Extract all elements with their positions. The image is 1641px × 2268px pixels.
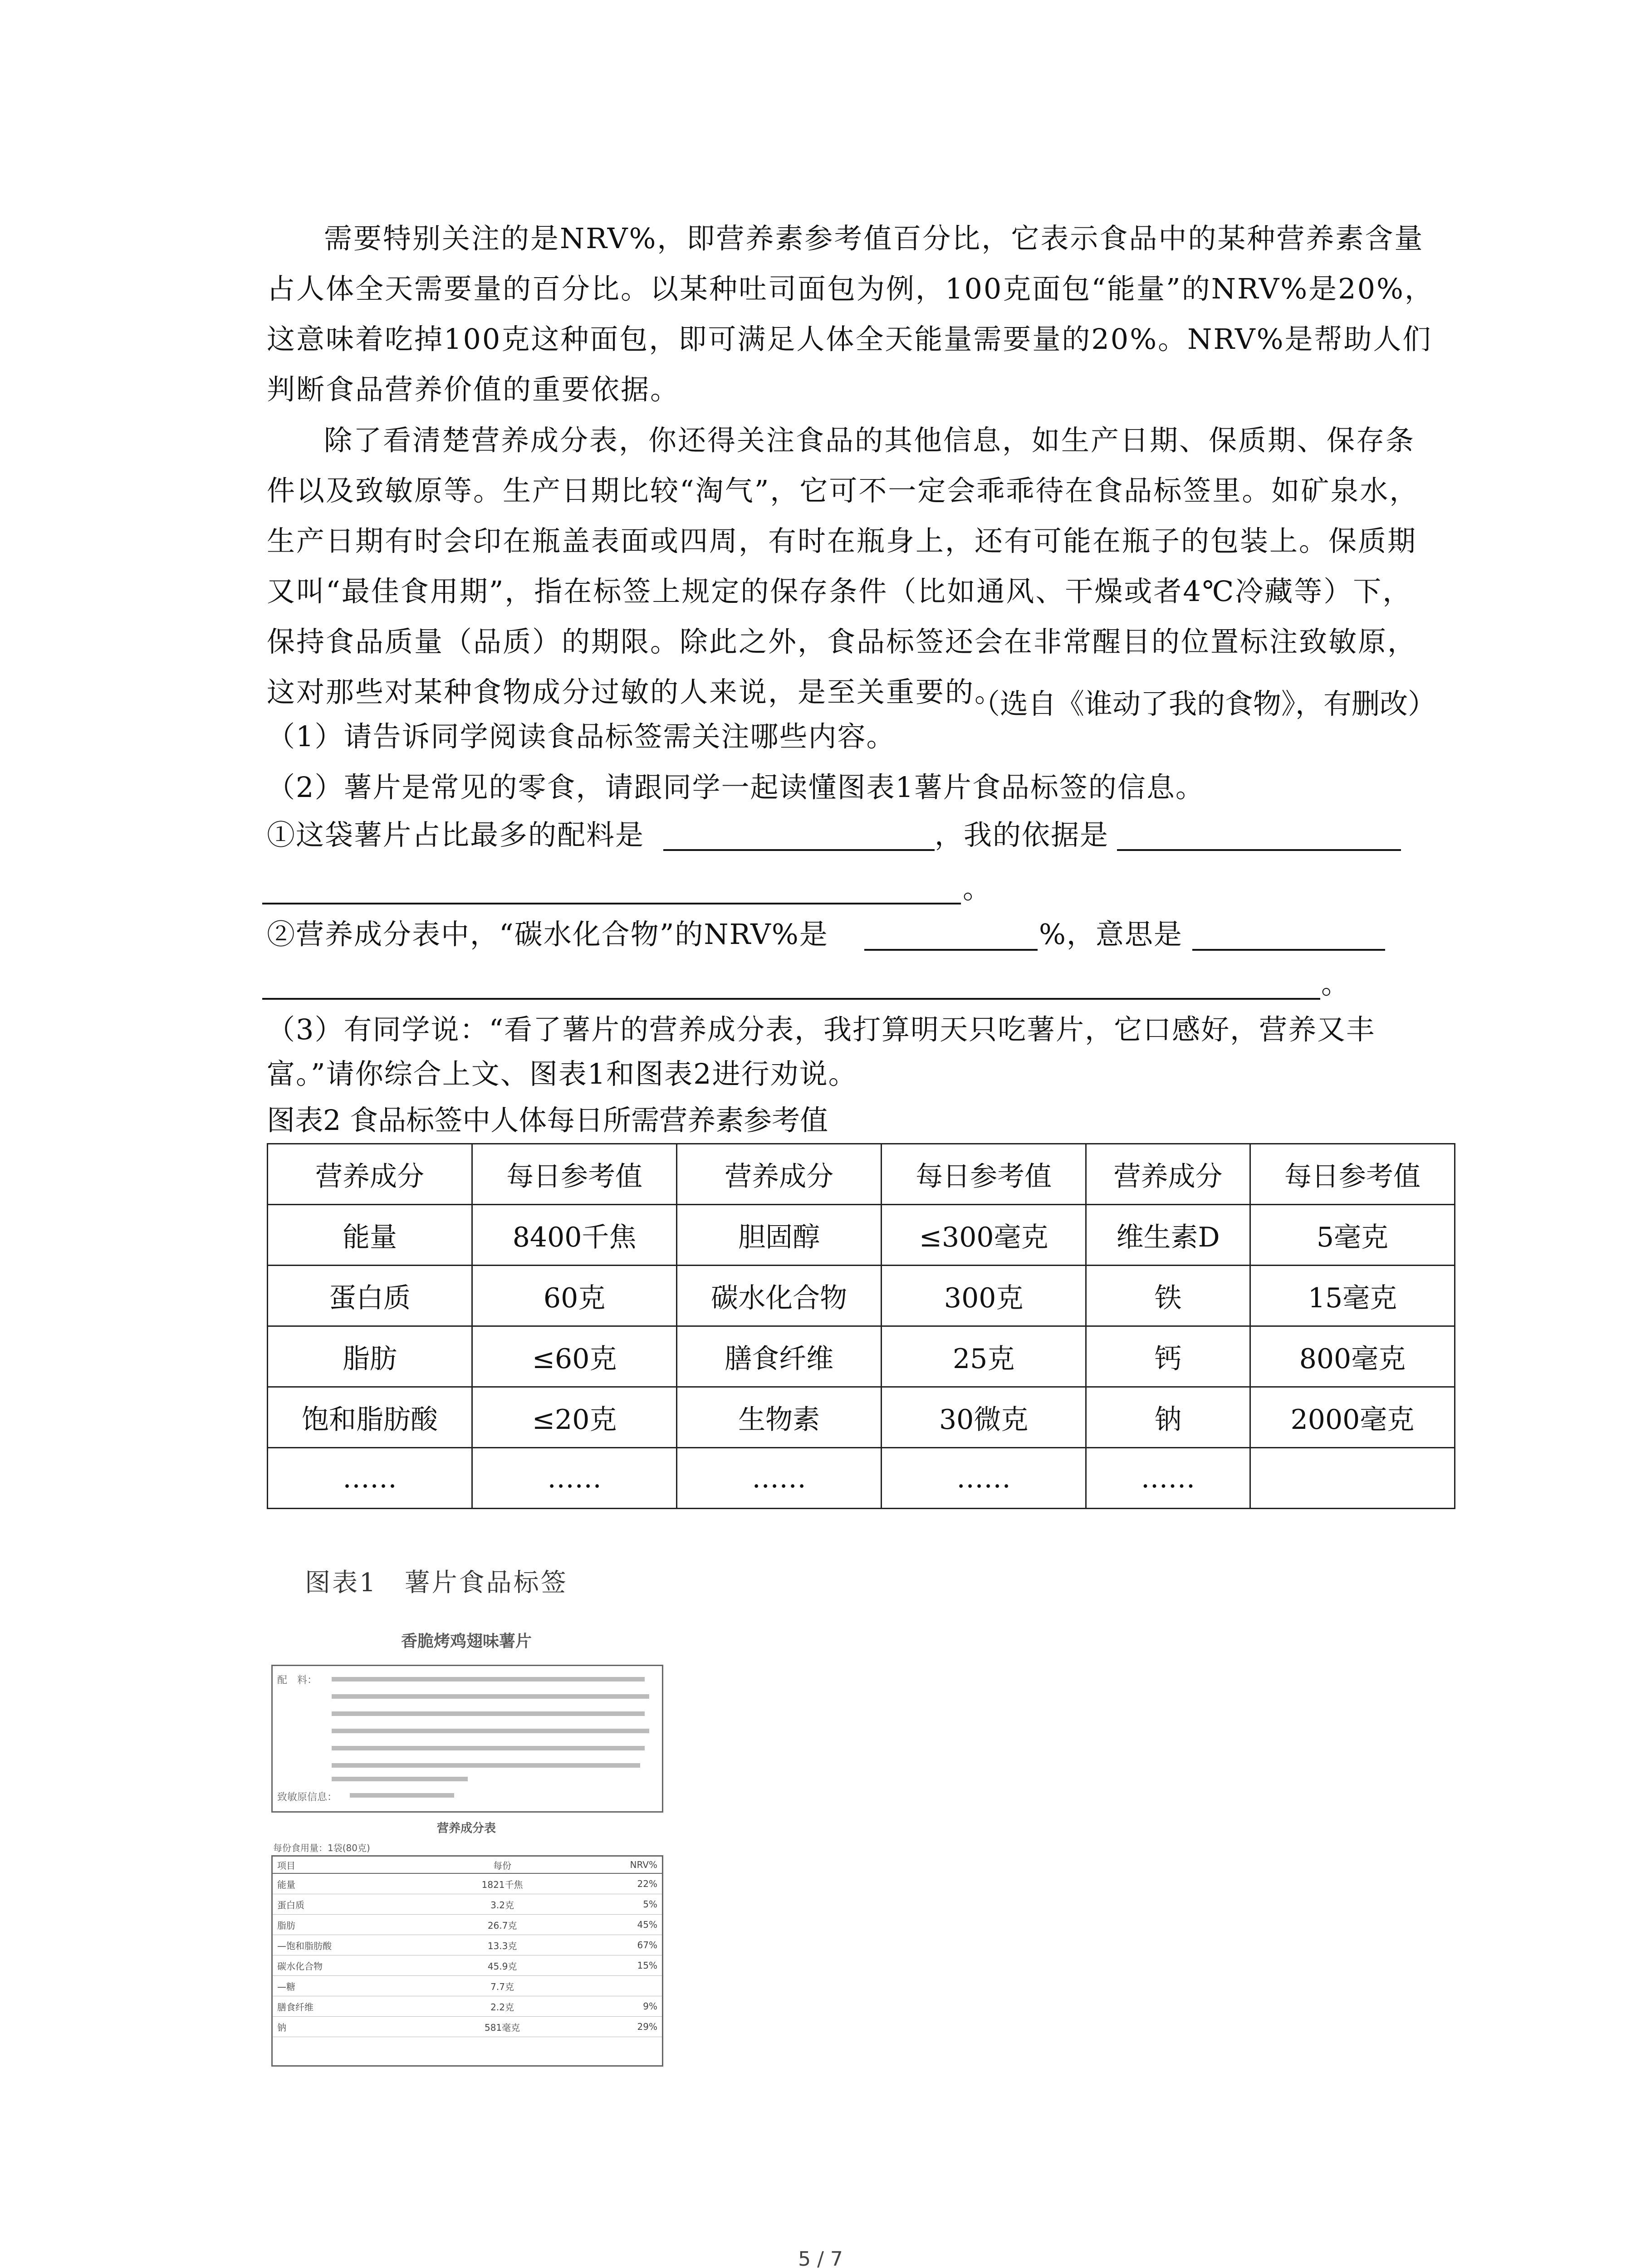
table-row bbox=[273, 1976, 662, 1996]
table-cell: 蛋白质 bbox=[268, 1266, 472, 1326]
table-cell: 钠 bbox=[1086, 1387, 1250, 1448]
table-row bbox=[268, 1326, 1455, 1387]
table-2-caption: 图表2 食品标签中人体每日所需营养素参考值 bbox=[267, 1104, 828, 1137]
table-cell: 铁 bbox=[1086, 1266, 1250, 1326]
ingredients-text-line bbox=[332, 1746, 645, 1750]
table-row bbox=[268, 1387, 1455, 1448]
allergen-label: 致敏原信息： bbox=[277, 1792, 338, 1803]
table-cell: 300克 bbox=[882, 1266, 1086, 1326]
ingredients-text-line bbox=[332, 1711, 645, 1716]
table-row bbox=[273, 1915, 662, 1935]
header-cell: 营养成分 bbox=[1086, 1144, 1250, 1205]
table-cell: 生物素 bbox=[677, 1387, 882, 1448]
ingredients-text-line bbox=[332, 1763, 640, 1768]
answer-blank-ingredient[interactable] bbox=[663, 849, 935, 851]
table-cell: 45% bbox=[568, 1915, 662, 1935]
table-cell: 蛋白质 bbox=[273, 1894, 437, 1915]
header-cell: 营养成分 bbox=[677, 1144, 882, 1205]
table-cell: 30微克 bbox=[882, 1387, 1086, 1448]
table-cell: 581毫克 bbox=[437, 2017, 568, 2037]
table-cell: 3.2克 bbox=[437, 1894, 568, 1915]
header-cell: 项目 bbox=[273, 1857, 437, 1873]
table-row bbox=[273, 1935, 662, 1955]
table-cell: 29% bbox=[568, 2017, 662, 2037]
answer-blank-basis[interactable] bbox=[1117, 849, 1401, 851]
answer-blank-meaning[interactable] bbox=[1192, 949, 1385, 951]
table-cell: 膳食纤维 bbox=[273, 1996, 437, 2017]
table-cell: 45.9克 bbox=[437, 1955, 568, 1976]
table-cell: 1821千焦 bbox=[437, 1873, 568, 1894]
question-2b-text-1: ②营养成分表中，“碳水化合物”的NRV%是 bbox=[267, 918, 828, 951]
question-1: （1）请告诉同学阅读食品标签需关注哪些内容。 bbox=[267, 720, 896, 753]
table-cell: 胆固醇 bbox=[677, 1205, 882, 1266]
chips-food-label-image bbox=[267, 1628, 666, 2073]
table-cell: 能量 bbox=[268, 1205, 472, 1266]
passage-paragraph-1: 需要特别关注的是NRV%，即营养素参考值百分比，它表示食品中的某种营养素含量占人体全天需要量的百分比。以某种吐司面包为例，100克面包“能量”的NRV%是20%，这意味着吃掉100克这种面包，即可满足人体全天能量需要量的20%。NRV%是帮助人们判断食品营养价值的重要依据。 bbox=[267, 222, 1434, 406]
ingredients-box bbox=[271, 1665, 663, 1813]
table-row bbox=[273, 1894, 662, 1915]
question-3-line-1: （3）有同学说：“看了薯片的营养成分表，我打算明天只吃薯片，它口感好，营养又丰 bbox=[267, 1013, 1376, 1046]
question-2a-end: 。 bbox=[963, 872, 992, 905]
table-cell: 25克 bbox=[882, 1326, 1086, 1387]
question-2b-text-2: %，意思是 bbox=[1039, 918, 1183, 951]
table-cell: 13.3克 bbox=[437, 1935, 568, 1955]
answer-blank-basis-line-2[interactable] bbox=[262, 903, 961, 904]
table-cell: 7.7克 bbox=[437, 1976, 568, 1996]
table-cell: 维生素D bbox=[1086, 1205, 1250, 1266]
question-2: （2）薯片是常见的零食，请跟同学一起读懂图表1薯片食品标签的信息。 bbox=[267, 771, 1205, 804]
header-cell: 每日参考值 bbox=[472, 1144, 677, 1205]
table-cell: 2.2克 bbox=[437, 1996, 568, 2017]
table-cell: 2000毫克 bbox=[1250, 1387, 1455, 1448]
table-cell: 饱和脂肪酸 bbox=[268, 1387, 472, 1448]
question-2b-end: 。 bbox=[1321, 967, 1351, 1000]
table-cell: 膳食纤维 bbox=[677, 1326, 882, 1387]
table-cell: 26.7克 bbox=[437, 1915, 568, 1935]
table-cell: ≤300毫克 bbox=[882, 1205, 1086, 1266]
table-cell: 8400千焦 bbox=[472, 1205, 677, 1266]
table-cell: ≤60克 bbox=[472, 1326, 677, 1387]
ingredients-text-line bbox=[332, 1677, 645, 1681]
passage-paragraph-2: 除了看清楚营养成分表，你还得关注食品的其他信息，如生产日期、保质期、保存条件以及致敏原等。生产日期比较“淘气”，它可不一定会乖乖待在食品标签里。如矿泉水，生产日期有时会印在瓶盖表面或四周，有时在瓶身上，还有可能在瓶子的包装上。保质期又叫“最佳食用期”，指在标签上规定的保存条件（比如通风、干燥或者4℃冷藏等）下，保持食品质量（品质）的期限。除此之外，食品标签还会在非常醒目的位置标注致敏原，这对那些对某种食物成分过敏的人来说，是至关重要的。 bbox=[267, 424, 1419, 709]
serving-size: 每份食用量：1袋(80克) bbox=[273, 1843, 370, 1853]
table-cell: …… bbox=[268, 1448, 472, 1509]
table-row bbox=[268, 1448, 1455, 1509]
ingredients-text-line bbox=[332, 1694, 649, 1699]
table-cell: 800毫克 bbox=[1250, 1326, 1455, 1387]
header-cell: 每份 bbox=[437, 1857, 568, 1873]
table-cell: 15% bbox=[568, 1955, 662, 1976]
table-cell: 60克 bbox=[472, 1266, 677, 1326]
nutrition-facts-table bbox=[273, 1857, 662, 2037]
table-cell: 67% bbox=[568, 1935, 662, 1955]
header-cell: 营养成分 bbox=[268, 1144, 472, 1205]
ingredients-text-line bbox=[332, 1729, 649, 1733]
figure-1-caption: 图表1 薯片食品标签 bbox=[305, 1568, 568, 1598]
question-3-line-2: 富。”请你综合上文、图表1和图表2进行劝说。 bbox=[267, 1057, 857, 1090]
page-number: 5 / 7 bbox=[798, 2248, 843, 2268]
question-2a-text-2: ，我的依据是 bbox=[935, 818, 1109, 851]
table-cell: …… bbox=[1086, 1448, 1250, 1509]
allergen-text-line bbox=[350, 1793, 454, 1798]
ingredients-text-line bbox=[332, 1777, 468, 1781]
table-cell: …… bbox=[472, 1448, 677, 1509]
table-cell: 能量 bbox=[273, 1873, 437, 1894]
passage-source: （选自《谁动了我的食物》，有删改） bbox=[971, 687, 1436, 720]
table-row bbox=[268, 1266, 1455, 1326]
table-cell: 脂肪 bbox=[273, 1915, 437, 1935]
table-row bbox=[273, 1996, 662, 2017]
table-cell: 碳水化合物 bbox=[273, 1955, 437, 1976]
table-header-row bbox=[273, 1857, 662, 1873]
table-cell bbox=[1250, 1448, 1455, 1509]
header-cell: 每日参考值 bbox=[1250, 1144, 1455, 1205]
table-cell: 钠 bbox=[273, 2017, 437, 2037]
table-cell: ≤20克 bbox=[472, 1387, 677, 1448]
table-cell: 22% bbox=[568, 1873, 662, 1894]
table-cell: 5% bbox=[568, 1894, 662, 1915]
table-cell: 15毫克 bbox=[1250, 1266, 1455, 1326]
header-cell: 每日参考值 bbox=[882, 1144, 1086, 1205]
table-header-row bbox=[268, 1144, 1455, 1205]
question-2a-text-1: ①这袋薯片占比最多的配料是 bbox=[267, 818, 645, 851]
table-cell: …… bbox=[882, 1448, 1086, 1509]
table-cell: 钙 bbox=[1086, 1326, 1250, 1387]
product-name: 香脆烤鸡翅味薯片 bbox=[401, 1632, 532, 1651]
nutrition-facts-box bbox=[271, 1855, 663, 2067]
table-cell: 碳水化合物 bbox=[677, 1266, 882, 1326]
answer-blank-nrv[interactable] bbox=[864, 949, 1038, 951]
table-cell bbox=[568, 1976, 662, 1996]
table-row bbox=[273, 2017, 662, 2037]
table-cell: 5毫克 bbox=[1250, 1205, 1455, 1266]
table-row bbox=[273, 1873, 662, 1894]
header-cell: NRV% bbox=[568, 1857, 662, 1873]
nutrition-table-title: 营养成分表 bbox=[436, 1822, 496, 1835]
table-cell: —饱和脂肪酸 bbox=[273, 1935, 437, 1955]
nutrient-reference-table bbox=[267, 1143, 1455, 1509]
table-row bbox=[273, 1955, 662, 1976]
table-cell: …… bbox=[677, 1448, 882, 1509]
table-row bbox=[268, 1205, 1455, 1266]
ingredients-label: 配 料： bbox=[277, 1675, 318, 1686]
table-cell: 脂肪 bbox=[268, 1326, 472, 1387]
answer-blank-meaning-line-2[interactable] bbox=[262, 998, 1320, 1000]
table-cell: —糖 bbox=[273, 1976, 437, 1996]
table-cell: 9% bbox=[568, 1996, 662, 2017]
